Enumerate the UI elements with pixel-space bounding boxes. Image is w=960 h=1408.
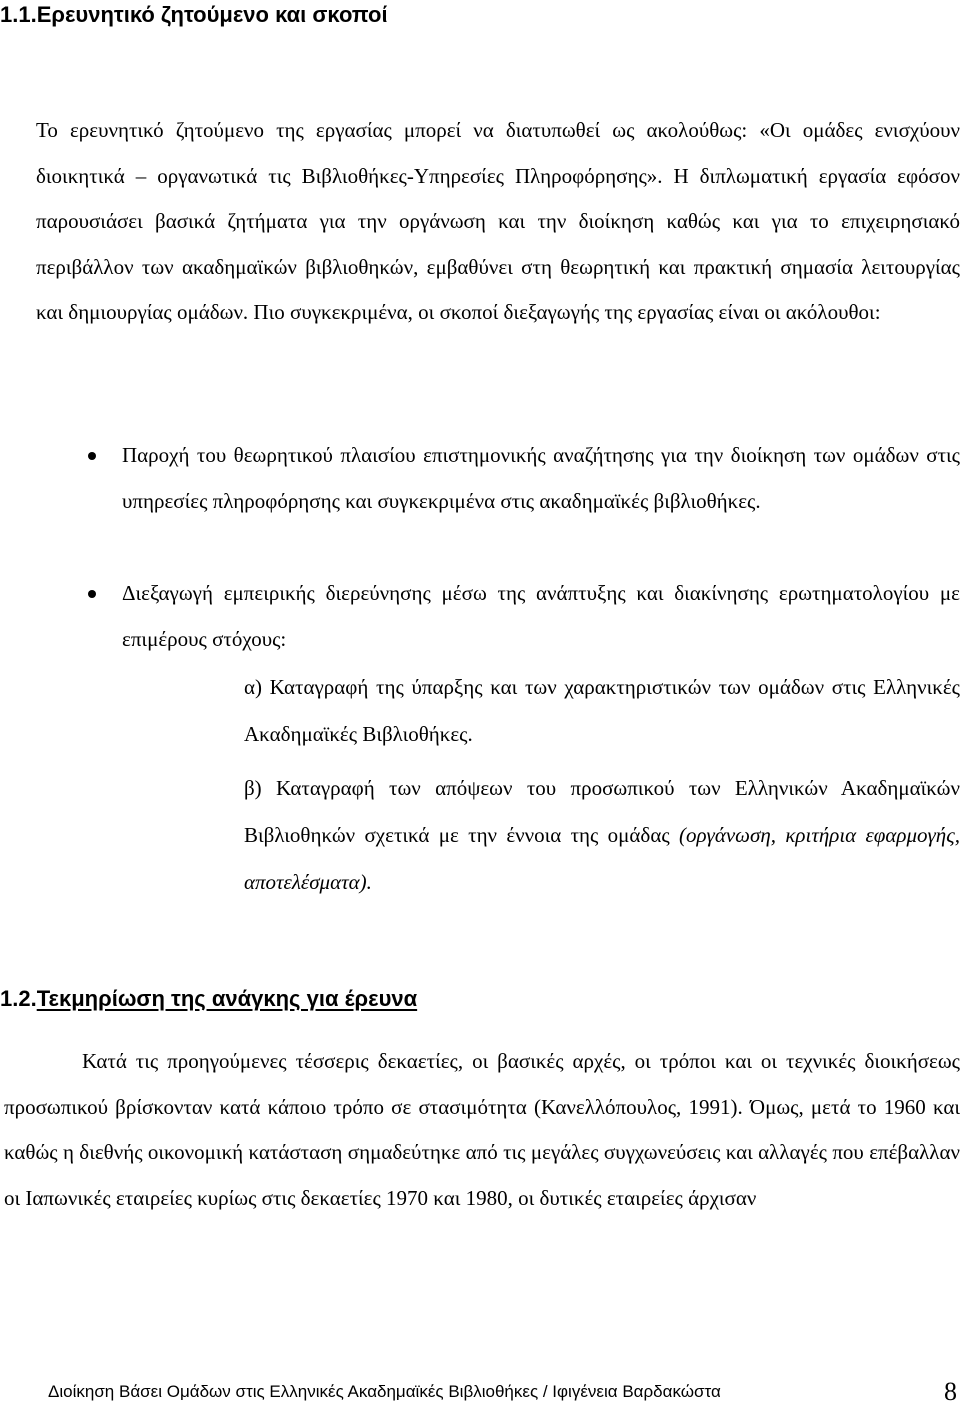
section-number: 1.2. — [0, 986, 37, 1011]
section-heading-1-1: 1.1.Ερευνητικό ζητούμενο και σκοποί — [0, 2, 388, 27]
sub-objective-b-italic: (οργάνωση, κριτήρια εφαρμογής, αποτελέσματα). — [244, 823, 960, 894]
section-title: Τεκμηρίωση της ανάγκης για έρευνα — [36, 986, 418, 1011]
sub-objective-a: α) Καταγραφή της ύπαρξης και των χαρακτηριστικών των ομάδων στις Ελληνικές Ακαδημαϊκές Βιβλιοθήκες. — [244, 675, 960, 746]
intro-paragraph: Το ερευνητικό ζητούμενο της εργασίας μπορεί να διατυπωθεί ως ακολούθως: «Οι ομάδες ενισχύουν διοικητικά – οργανωτικά τις Βιβλιοθήκες-Υπηρεσίες Πληροφόρησης». Η διπλωματική εργασία εφόσον παρουσιάσει βασικά ζητήματα για την οργάνωση και την διοίκηση καθώς και για το επιχειρησιακό περιβάλλον των ακαδημαϊκών βιβλιοθηκών, εμβαθύνει στη θεωρητική και πρακτική σημασία λειτουργίας και δημιουργίας ομάδων. Πιο συγκεκριμένα, οι σκοποί διεξαγωγής της εργασίας είναι οι ακόλουθοι: — [36, 118, 960, 324]
bullet-item-1: Παροχή του θεωρητικού πλαισίου επιστημονικής αναζήτησης για την διοίκηση των ομάδων στις υπηρεσίες πληροφόρησης και συγκεκριμένα στις ακαδημαϊκές βιβλιοθήκες. — [122, 443, 960, 513]
page-number: 8 — [944, 1377, 957, 1406]
page-footer: Διοίκηση Βάσει Ομάδων στις Ελληνικές Ακαδημαϊκές Βιβλιοθήκες / Ιφιγένεια Βαρδακώστα — [48, 1382, 721, 1401]
section-heading-1-2 — [0, 984, 417, 1014]
sub-objective-b-text: β) Καταγραφή των απόψεων του προσωπικού των Ελληνικών Ακαδημαϊκών Βιβλιοθηκών σχετικά με την έννοια της ομάδας — [244, 776, 960, 847]
bullet-icon — [88, 590, 96, 598]
section-1-2-paragraph: Κατά τις προηγούμενες τέσσερις δεκαετίες, οι βασικές αρχές, οι τρόποι και οι τεχνικές διοικήσεως προσωπικού βρίσκονταν κατά κάποιο τρόπο σε στασιμότητα (Κανελλόπουλος, 1991). Όμως, μετά το 1960 και καθώς η διεθνής οικονομική κατάσταση σημαδεύτηκε από τις μεγάλες συγχωνεύσεις και αλλαγές που επέβαλλαν οι Ιαπωνικές εταιρείες κυρίως στις δεκαετίες 1970 και 1980, οι δυτικές εταιρείες άρχισαν — [4, 1049, 960, 1210]
bullet-item-2: Διεξαγωγή εμπειρικής διερεύνησης μέσω της ανάπτυξης και διακίνησης ερωτηματολογίου με επιμέρους στόχους: — [122, 581, 960, 651]
sub-objective-b — [244, 765, 960, 906]
bullet-icon — [88, 452, 96, 460]
